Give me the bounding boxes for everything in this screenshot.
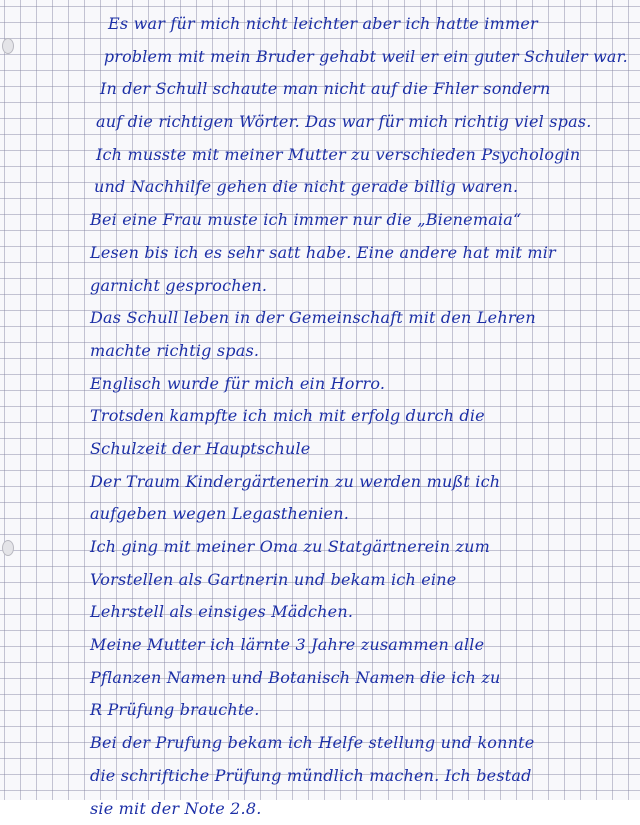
text-line: Meine Mutter ich lärnte 3 Jahre zusammen alle bbox=[90, 629, 630, 662]
punch-hole bbox=[2, 38, 14, 54]
text-line: garnicht gesprochen. bbox=[90, 270, 630, 303]
text-line: Bei eine Frau muste ich immer nur die „Bienemaia“ bbox=[90, 204, 630, 237]
text-line: und Nachhilfe gehen die nicht gerade billig waren. bbox=[90, 171, 630, 204]
text-line: die schriftiche Prüfung mündlich machen. Ich bestad bbox=[90, 760, 630, 793]
text-line: Bei der Prufung bekam ich Helfe stellung und konnte bbox=[90, 727, 630, 760]
text-line: Vorstellen als Gartnerin und bekam ich eine bbox=[90, 564, 630, 597]
text-line: Pflanzen Namen und Botanisch Namen die ich zu bbox=[90, 662, 630, 695]
text-line: In der Schull schaute man nicht auf die Fhler sondern bbox=[90, 73, 630, 106]
text-line: aufgeben wegen Legasthenien. bbox=[90, 498, 630, 531]
text-line: problem mit mein Bruder gehabt weil er ein guter Schuler war. bbox=[90, 41, 627, 74]
text-line: auf die richtigen Wörter. Das war für mich richtig viel spas. bbox=[90, 106, 630, 139]
punch-hole bbox=[2, 540, 14, 556]
text-line: Das Schull leben in der Gemeinschaft mit den Lehren bbox=[90, 302, 630, 335]
text-line: Englisch wurde für mich ein Horro. bbox=[90, 368, 630, 401]
text-line: Ich musste mit meiner Mutter zu verschieden Psychologin bbox=[90, 139, 630, 172]
text-line: Lesen bis ich es sehr satt habe. Eine andere hat mit mir bbox=[90, 237, 630, 270]
handwritten-text bbox=[90, 8, 630, 825]
text-line: Trotsden kampfte ich mich mit erfolg durch die bbox=[90, 400, 630, 433]
text-line: Der Traum Kindergärtenerin zu werden mußt ich bbox=[90, 466, 630, 499]
text-line: Ich ging mit meiner Oma zu Statgärtnerein zum bbox=[90, 531, 630, 564]
text-line: Es war für mich nicht leichter aber ich hatte immer bbox=[90, 8, 630, 41]
text-line: R Prüfung brauchte. bbox=[90, 694, 630, 727]
text-line: Schulzeit der Hauptschule bbox=[90, 433, 630, 466]
text-line: machte richtig spas. bbox=[90, 335, 630, 368]
text-line: sie mit der Note 2.8. bbox=[90, 793, 630, 825]
text-line: Lehrstell als einsiges Mädchen. bbox=[90, 596, 630, 629]
